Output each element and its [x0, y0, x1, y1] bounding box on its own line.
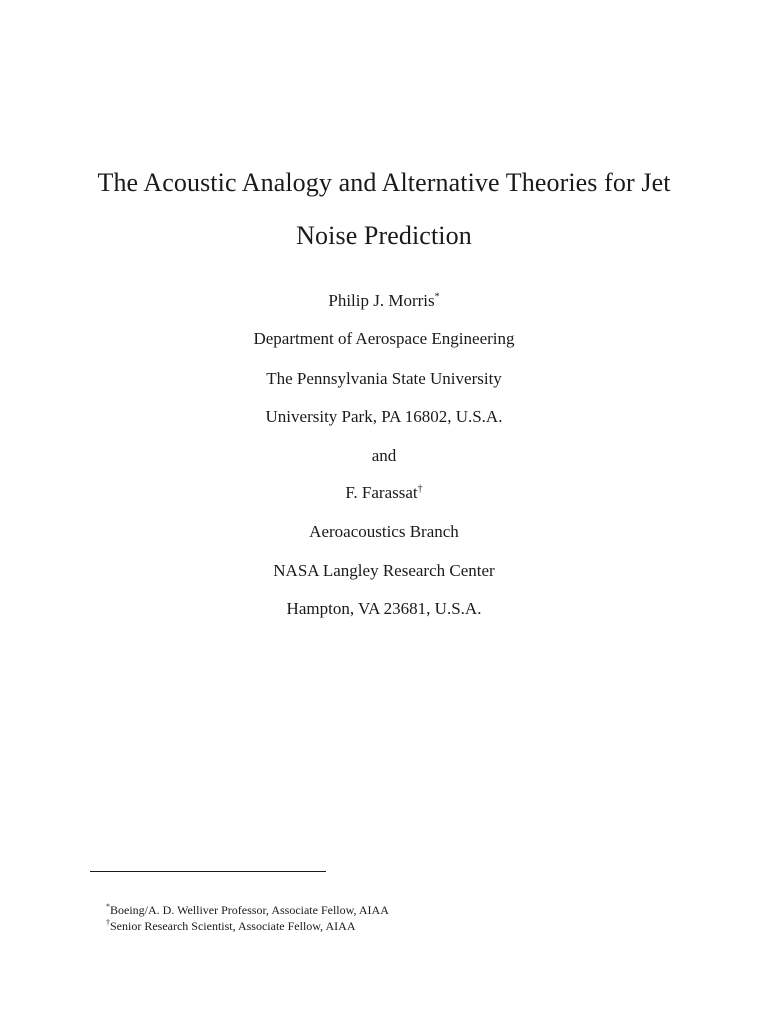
author-footnote-mark: †	[417, 483, 423, 495]
footnote-mark: †	[106, 918, 110, 927]
author-name-text: F. Farassat	[345, 483, 418, 502]
footnote	[106, 903, 389, 918]
footnote-text: Boeing/A. D. Welliver Professor, Associate Fellow, AIAA	[110, 903, 389, 917]
author-address: Hampton, VA 23681, U.S.A.	[286, 599, 482, 618]
footnote	[106, 919, 356, 934]
author-institution: NASA Langley Research Center	[273, 561, 495, 580]
author-footnote-mark: *	[434, 291, 440, 303]
author-institution: The Pennsylvania State University	[266, 369, 502, 388]
author-department: Department of Aerospace Engineering	[253, 329, 515, 348]
author-connector: and	[371, 446, 397, 465]
author-name	[0, 483, 768, 503]
author-address: University Park, PA 16802, U.S.A.	[265, 407, 503, 426]
footnote-divider	[90, 871, 326, 872]
author-name	[0, 291, 768, 311]
footnote-text: Senior Research Scientist, Associate Fellow, AIAA	[110, 919, 356, 933]
footnote-mark: *	[106, 902, 110, 911]
author-name-text: Philip J. Morris	[328, 291, 435, 310]
title-line-2: Noise Prediction	[296, 221, 472, 250]
author-department: Aeroacoustics Branch	[309, 522, 459, 541]
title-line-1: The Acoustic Analogy and Alternative Theories for Jet	[97, 168, 671, 197]
